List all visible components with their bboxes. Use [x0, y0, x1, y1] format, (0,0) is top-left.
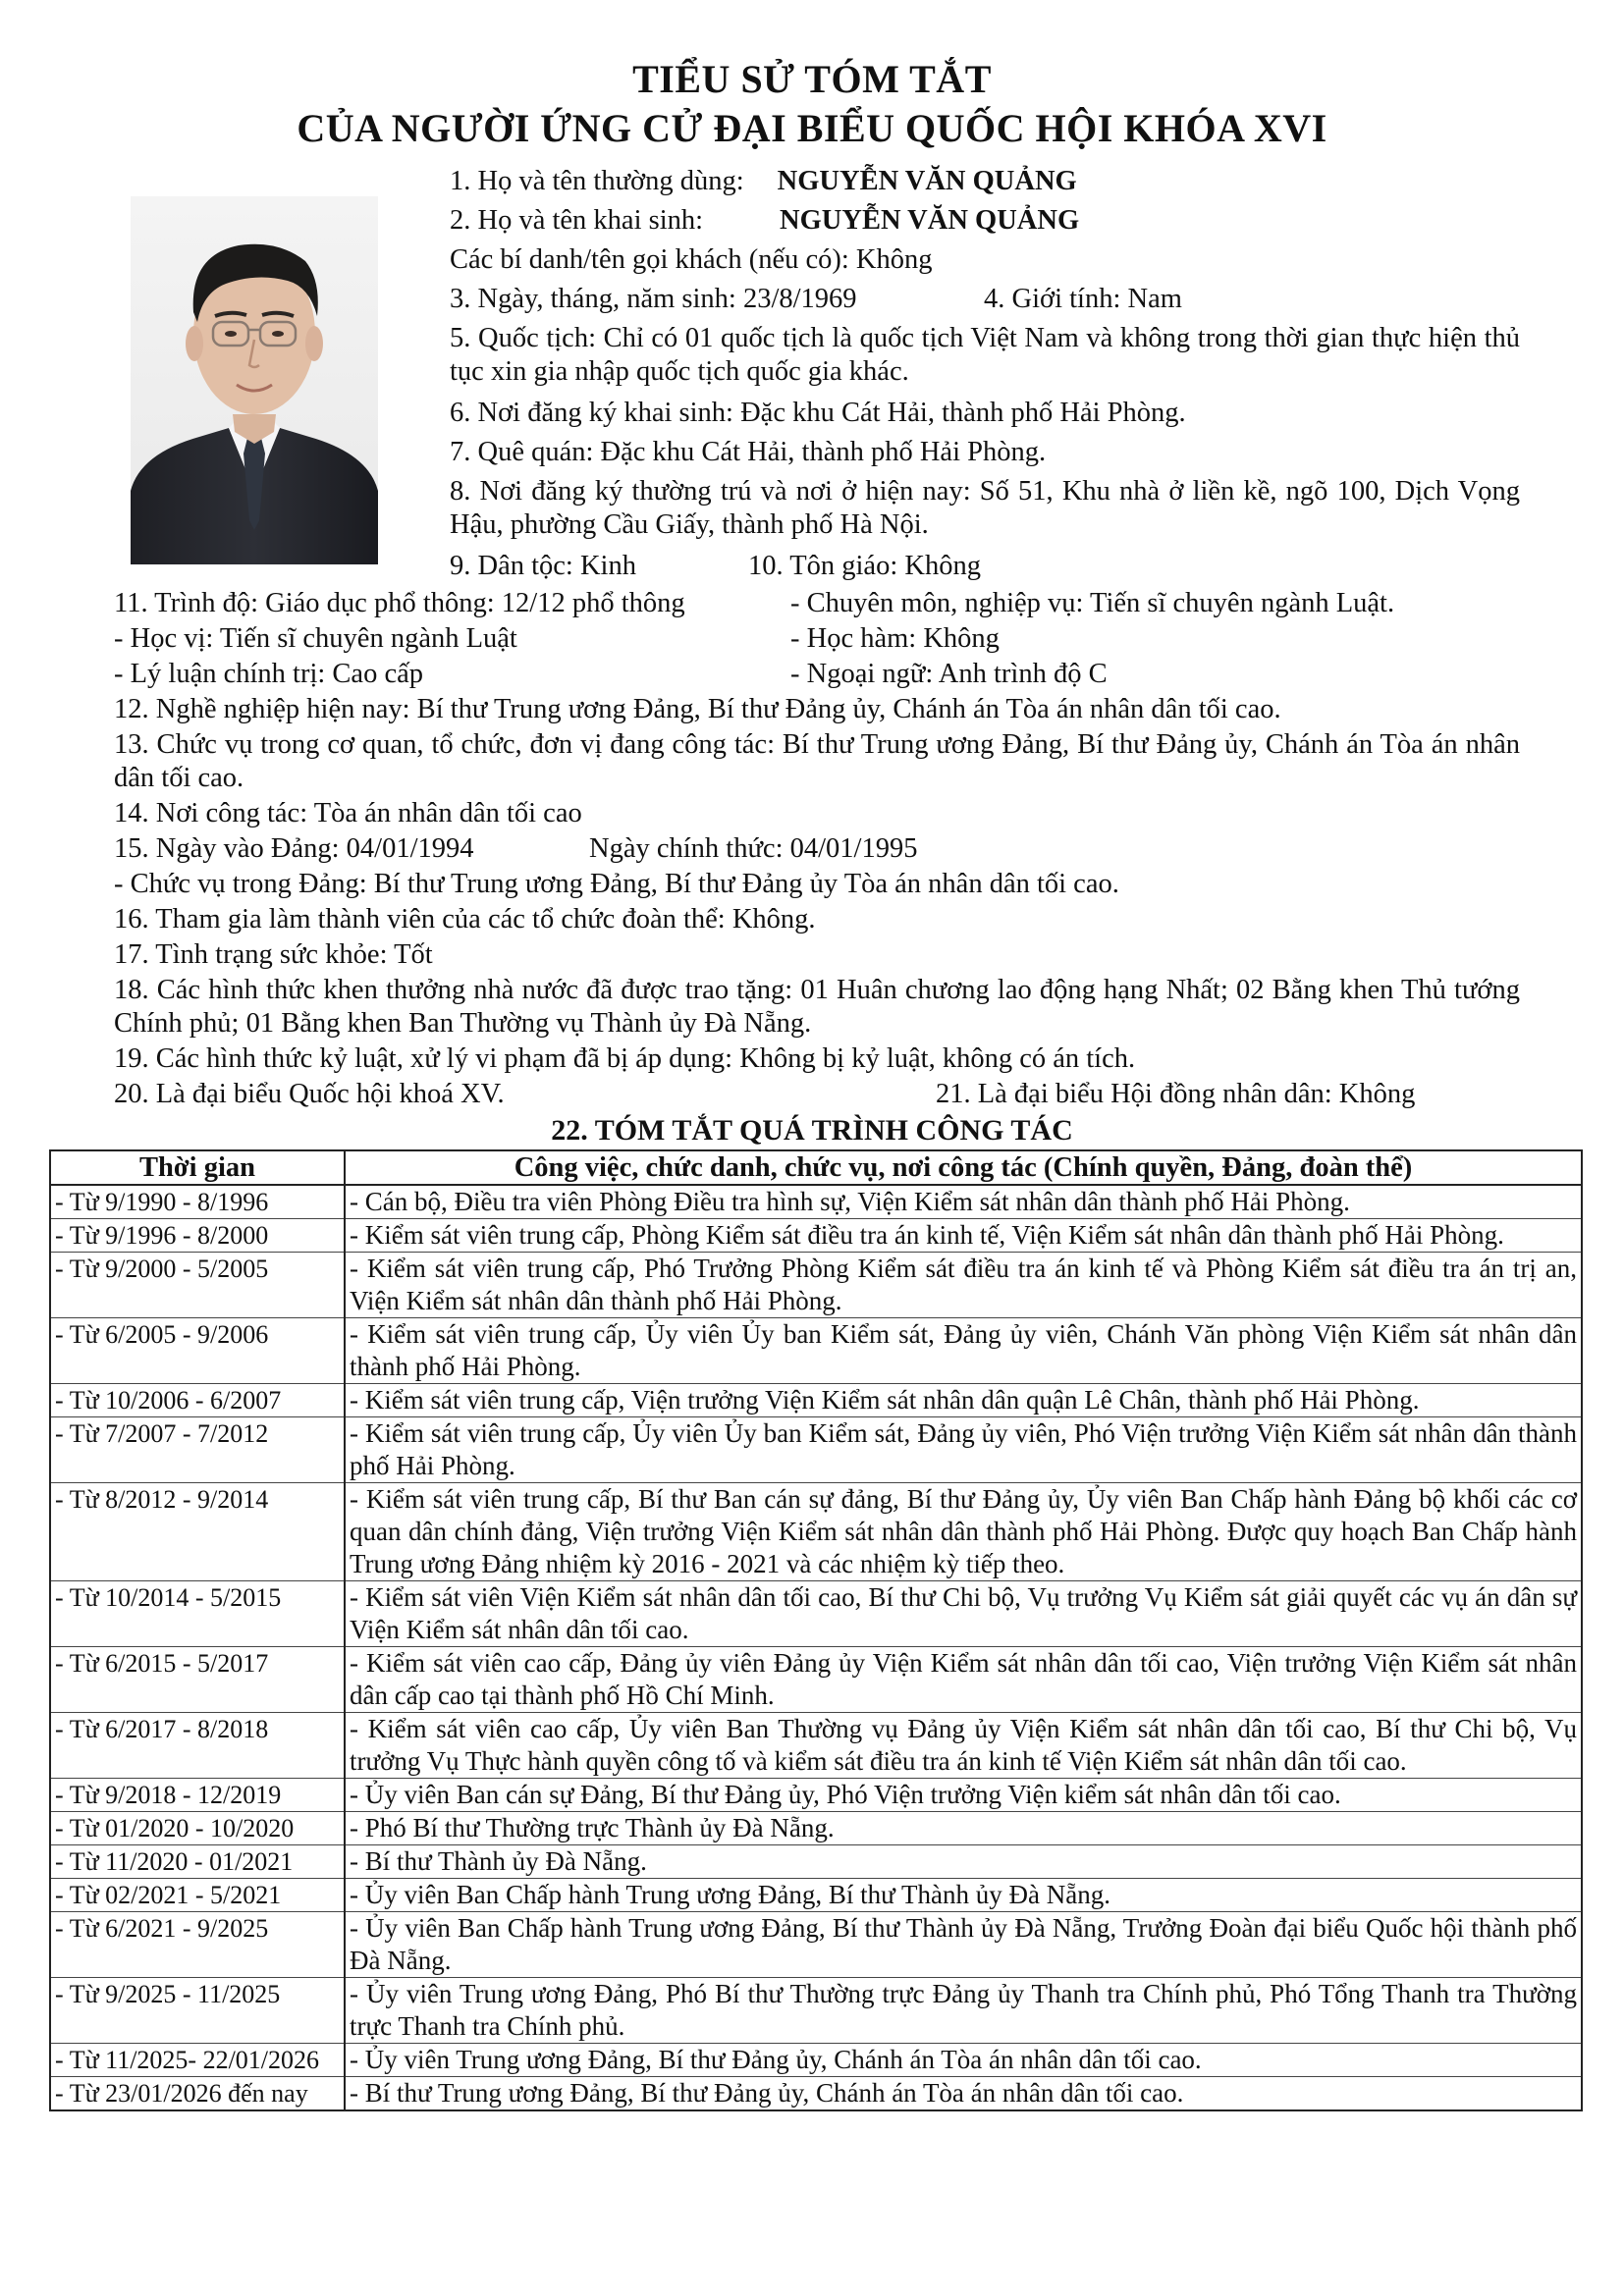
- row-description: - Cán bộ, Điều tra viên Phòng Điều tra hình sự, Viện Kiểm sát nhân dân thành phố Hải Phòng.: [345, 1185, 1582, 1219]
- row-time: - Từ 7/2007 - 7/2012: [50, 1417, 345, 1483]
- table-row: [50, 2044, 1582, 2077]
- common-name-line: [450, 165, 1077, 198]
- table-row: [50, 1384, 1582, 1417]
- table-row: [50, 1219, 1582, 1253]
- awards-paragraph: 18. Các hình thức khen thưởng nhà nước đã được trao tặng: 01 Huân chương lao động hạng Nhất; 02 Bằng khen Thủ tướng Chính phủ; 01 Bằng khen Ban Thường vụ Thành ủy Đà Nẵng.: [114, 975, 1520, 1039]
- career-section-title: 22. TÓM TẮT QUÁ TRÌNH CÔNG TÁC: [551, 1114, 1073, 1147]
- portrait-photo: [131, 196, 378, 564]
- document-subtitle: CỦA NGƯỜI ỨNG CỬ ĐẠI BIỂU QUỐC HỘI KHÓA XVI: [297, 106, 1327, 150]
- row-description: - Ủy viên Ban Chấp hành Trung ương Đảng, Bí thư Thành ủy Đà Nẵng.: [345, 1879, 1582, 1912]
- table-row: [50, 1483, 1582, 1581]
- row-description: - Ủy viên Ban Chấp hành Trung ương Đảng, Bí thư Thành ủy Đà Nẵng, Trưởng Đoàn đại biểu Quốc hội thành phố Đà Nẵng.: [345, 1912, 1582, 1978]
- birth-name-label: 2. Họ và tên khai sinh:: [450, 205, 704, 236]
- row-description: - Kiểm sát viên cao cấp, Ủy viên Ban Thường vụ Đảng ủy Viện Kiểm sát nhân dân tối cao, Bí thư Chi bộ, Vụ trưởng Vụ Thực hành quyền công tố và kiểm sát điều tra án kinh tế Viện Kiểm sát nhân dân tối cao.: [345, 1713, 1582, 1779]
- common-name-value: NGUYỄN VĂN QUẢNG: [777, 166, 1077, 196]
- table-row: [50, 1647, 1582, 1713]
- hometown-line: 7. Quê quán: Đặc khu Cát Hải, thành phố Hải Phòng.: [450, 437, 1047, 467]
- row-time: - Từ 9/1996 - 8/2000: [50, 1219, 345, 1253]
- table-row: [50, 1318, 1582, 1384]
- religion-line: 10. Tôn giáo: Không: [748, 551, 981, 581]
- table-row: [50, 1185, 1582, 1219]
- discipline-line: 19. Các hình thức kỷ luật, xử lý vi phạm đã bị áp dụng: Không bị kỷ luật, không có án tích.: [114, 1043, 1136, 1074]
- occupation-line: 12. Nghề nghiệp hiện nay: Bí thư Trung ương Đảng, Bí thư Đảng ủy, Chánh án Tòa án nhân dân tối cao.: [114, 694, 1281, 724]
- birth-name-line: [450, 204, 1079, 238]
- birth-place-line: 6. Nơi đăng ký khai sinh: Đặc khu Cát Hải, thành phố Hải Phòng.: [450, 398, 1186, 428]
- education-specialty-line: - Chuyên môn, nghiệp vụ: Tiến sĩ chuyên ngành Luật.: [790, 588, 1395, 618]
- row-time: - Từ 10/2006 - 6/2007: [50, 1384, 345, 1417]
- row-time: - Từ 6/2017 - 8/2018: [50, 1713, 345, 1779]
- header-time: Thời gian: [50, 1150, 345, 1185]
- ethnicity-line: 9. Dân tộc: Kinh: [450, 551, 636, 581]
- nationality-paragraph: 5. Quốc tịch: Chỉ có 01 quốc tịch là quốc tịch Việt Nam và không trong thời gian thực hiện thủ tục xin gia nhập quốc tịch quốc gia khác.: [450, 323, 1520, 387]
- row-time: - Từ 02/2021 - 5/2021: [50, 1879, 345, 1912]
- birth-date-line: 3. Ngày, tháng, năm sinh: 23/8/1969: [450, 284, 857, 314]
- row-description: - Bí thư Thành ủy Đà Nẵng.: [345, 1845, 1582, 1879]
- row-time: - Từ 9/2018 - 12/2019: [50, 1779, 345, 1812]
- table-row: [50, 1253, 1582, 1318]
- party-join-line: 15. Ngày vào Đảng: 04/01/1994: [114, 833, 474, 864]
- table-row: [50, 1417, 1582, 1483]
- health-line: 17. Tình trạng sức khỏe: Tốt: [114, 939, 433, 970]
- row-description: - Bí thư Trung ương Đảng, Bí thư Đảng ủy, Chánh án Tòa án nhân dân tối cao.: [345, 2077, 1582, 2111]
- career-table-body: [50, 1185, 1582, 2110]
- academic-title-line: - Học hàm: Không: [790, 623, 1000, 654]
- alias-line: Các bí danh/tên gọi khách (nếu có): Không: [450, 244, 933, 275]
- party-position-line: - Chức vụ trong Đảng: Bí thư Trung ương Đảng, Bí thư Đảng ủy Tòa án nhân dân tối cao.: [114, 869, 1119, 899]
- header-description: Công việc, chức danh, chức vụ, nơi công tác (Chính quyền, Đảng, đoàn thể): [345, 1150, 1582, 1185]
- party-official-line: Ngày chính thức: 04/01/1995: [589, 833, 918, 864]
- row-time: - Từ 6/2005 - 9/2006: [50, 1318, 345, 1384]
- workplace-line: 14. Nơi công tác: Tòa án nhân dân tối cao: [114, 798, 582, 828]
- political-theory-line: - Lý luận chính trị: Cao cấp: [114, 659, 423, 689]
- row-description: - Kiểm sát viên trung cấp, Ủy viên Ủy ban Kiểm sát, Đảng ủy viên, Chánh Văn phòng Viện Kiểm sát nhân dân thành phố Hải Phòng.: [345, 1318, 1582, 1384]
- career-table: [49, 1149, 1583, 2111]
- table-row: [50, 1978, 1582, 2044]
- row-description: - Kiểm sát viên trung cấp, Phòng Kiểm sát điều tra án kinh tế, Viện Kiểm sát nhân dân thành phố Hải Phòng.: [345, 1219, 1582, 1253]
- row-time: - Từ 9/1990 - 8/1996: [50, 1185, 345, 1219]
- council-deputy-line: 21. Là đại biểu Hội đồng nhân dân: Không: [936, 1079, 1416, 1109]
- education-general-line: 11. Trình độ: Giáo dục phổ thông: 12/12 phổ thông: [114, 588, 685, 618]
- row-description: - Kiểm sát viên trung cấp, Phó Trưởng Phòng Kiểm sát điều tra án kinh tế và Phòng Kiểm sát điều tra án trị an, Viện Kiểm sát nhân dân thành phố Hải Phòng.: [345, 1253, 1582, 1318]
- gender-line: 4. Giới tính: Nam: [984, 284, 1182, 314]
- table-row: [50, 1912, 1582, 1978]
- birth-name-value: NGUYỄN VĂN QUẢNG: [780, 205, 1080, 236]
- row-time: - Từ 9/2025 - 11/2025: [50, 1978, 345, 2044]
- degree-line: - Học vị: Tiến sĩ chuyên ngành Luật: [114, 623, 517, 654]
- career-table-header: [50, 1150, 1582, 1185]
- position-paragraph: 13. Chức vụ trong cơ quan, tổ chức, đơn vị đang công tác: Bí thư Trung ương Đảng, Bí thư Đảng ủy, Chánh án Tòa án nhân dân tối cao.: [114, 729, 1520, 793]
- table-row: [50, 1581, 1582, 1647]
- document-title: TIỂU SỬ TÓM TẮT: [632, 57, 992, 101]
- row-description: - Ủy viên Trung ương Đảng, Phó Bí thư Thường trực Đảng ủy Thanh tra Chính phủ, Phó Tổng Thanh tra Thường trực Thanh tra Chính phủ.: [345, 1978, 1582, 2044]
- table-row: [50, 1879, 1582, 1912]
- row-time: - Từ 8/2012 - 9/2014: [50, 1483, 345, 1581]
- row-time: - Từ 6/2021 - 9/2025: [50, 1912, 345, 1978]
- table-row: [50, 2077, 1582, 2111]
- row-time: - Từ 23/01/2026 đến nay: [50, 2077, 345, 2111]
- row-description: - Kiểm sát viên trung cấp, Viện trưởng Viện Kiểm sát nhân dân quận Lê Chân, thành phố Hải Phòng.: [345, 1384, 1582, 1417]
- common-name-label: 1. Họ và tên thường dùng:: [450, 166, 744, 196]
- row-description: - Kiểm sát viên trung cấp, Bí thư Ban cán sự đảng, Bí thư Đảng ủy, Ủy viên Ban Chấp hành Đảng bộ khối các cơ quan dân chính đảng, Viện trưởng Viện Kiểm sát nhân dân thành phố Hải Phòng. Được quy hoạch Ban Chấp hành Trung ương Đảng nhiệm kỳ 2016 - 2021 và các nhiệm kỳ tiếp theo.: [345, 1483, 1582, 1581]
- row-description: - Kiểm sát viên Viện Kiểm sát nhân dân tối cao, Bí thư Chi bộ, Vụ trưởng Vụ Kiểm sát giải quyết các vụ án dân sự Viện Kiểm sát nhân dân tối cao.: [345, 1581, 1582, 1647]
- row-time: - Từ 11/2020 - 01/2021: [50, 1845, 345, 1879]
- row-time: - Từ 11/2025- 22/01/2026: [50, 2044, 345, 2077]
- row-time: - Từ 01/2020 - 10/2020: [50, 1812, 345, 1845]
- organizations-line: 16. Tham gia làm thành viên của các tổ chức đoàn thể: Không.: [114, 904, 816, 934]
- row-description: - Kiểm sát viên trung cấp, Ủy viên Ủy ban Kiểm sát, Đảng ủy viên, Phó Viện trưởng Viện Kiểm sát nhân dân thành phố Hải Phòng.: [345, 1417, 1582, 1483]
- row-time: - Từ 9/2000 - 5/2005: [50, 1253, 345, 1318]
- row-time: - Từ 10/2014 - 5/2015: [50, 1581, 345, 1647]
- row-description: - Ủy viên Trung ương Đảng, Bí thư Đảng ủy, Chánh án Tòa án nhân dân tối cao.: [345, 2044, 1582, 2077]
- row-description: - Phó Bí thư Thường trực Thành ủy Đà Nẵng.: [345, 1812, 1582, 1845]
- table-row: [50, 1845, 1582, 1879]
- residence-paragraph: 8. Nơi đăng ký thường trú và nơi ở hiện nay: Số 51, Khu nhà ở liền kề, ngõ 100, Dịch Vọng Hậu, phường Cầu Giấy, thành phố Hà Nội.: [450, 476, 1520, 540]
- table-row: [50, 1779, 1582, 1812]
- table-row: [50, 1713, 1582, 1779]
- row-description: - Kiểm sát viên cao cấp, Đảng ủy viên Đảng ủy Viện Kiểm sát nhân dân tối cao, Viện trưởng Viện Kiểm sát nhân dân cấp cao tại thành phố Hồ Chí Minh.: [345, 1647, 1582, 1713]
- row-description: - Ủy viên Ban cán sự Đảng, Bí thư Đảng ủy, Phó Viện trưởng Viện kiểm sát nhân dân tối cao.: [345, 1779, 1582, 1812]
- table-row: [50, 1812, 1582, 1845]
- row-time: - Từ 6/2015 - 5/2017: [50, 1647, 345, 1713]
- foreign-language-line: - Ngoại ngữ: Anh trình độ C: [790, 659, 1108, 689]
- na-deputy-line: 20. Là đại biểu Quốc hội khoá XV.: [114, 1079, 505, 1109]
